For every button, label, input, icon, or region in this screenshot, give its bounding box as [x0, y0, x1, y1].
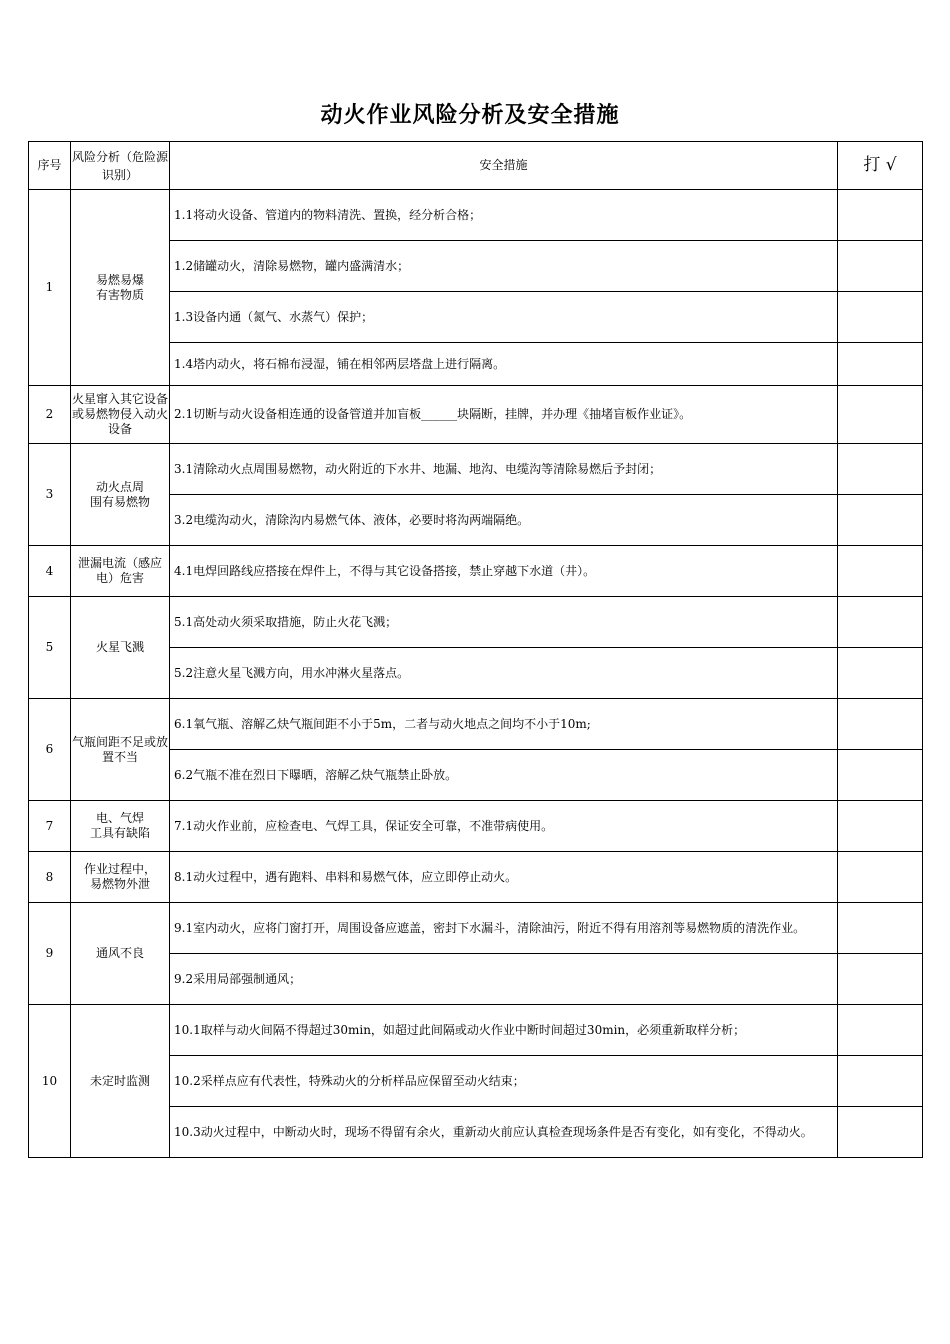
measure-cell: 2.1切断与动火设备相连通的设备管道并加盲板______块隔断，挂牌，并办理《抽堵盲板作业证》。 — [170, 386, 838, 444]
check-cell[interactable] — [838, 648, 923, 699]
table-row — [29, 386, 923, 444]
check-cell[interactable] — [838, 801, 923, 852]
check-cell[interactable] — [838, 1107, 923, 1158]
check-cell[interactable] — [838, 1005, 923, 1056]
hazard-cell: 易燃易爆 有害物质 — [71, 190, 170, 386]
check-cell[interactable] — [838, 1056, 923, 1107]
measure-cell: 6.2气瓶不准在烈日下曝晒，溶解乙炔气瓶禁止卧放。 — [170, 750, 838, 801]
row-number: 5 — [29, 597, 71, 699]
measure-cell: 3.2电缆沟动火，清除沟内易燃气体、液体，必要时将沟两端隔绝。 — [170, 495, 838, 546]
row-number: 7 — [29, 801, 71, 852]
measure-cell: 3.1清除动火点周围易燃物，动火附近的下水井、地漏、地沟、电缆沟等清除易燃后予封闭； — [170, 444, 838, 495]
measure-cell: 10.2采样点应有代表性，特殊动火的分析样品应保留至动火结束； — [170, 1056, 838, 1107]
check-cell[interactable] — [838, 750, 923, 801]
table-row — [29, 1005, 923, 1056]
row-number: 4 — [29, 546, 71, 597]
hazard-cell: 动火点周 围有易燃物 — [71, 444, 170, 546]
header-hazard: 风险分析（危险源识别） — [72, 149, 168, 182]
check-cell[interactable] — [838, 954, 923, 1005]
table-header-row — [29, 142, 923, 190]
measure-cell: 9.1室内动火，应将门窗打开，周围设备应遮盖，密封下水漏斗，清除油污，附近不得有用溶剂等易燃物质的清洗作业。 — [170, 903, 838, 954]
measure-cell: 1.1将动火设备、管道内的物料清洗、置换，经分析合格； — [170, 190, 838, 241]
header-measures: 安全措施 — [170, 142, 838, 190]
table-row — [29, 699, 923, 750]
check-cell[interactable] — [838, 386, 923, 444]
measure-cell: 8.1动火过程中，遇有跑料、串料和易燃气体，应立即停止动火。 — [170, 852, 838, 903]
table-row — [29, 801, 923, 852]
measure-cell: 4.1电焊回路线应搭接在焊件上，不得与其它设备搭接，禁止穿越下水道（井）。 — [170, 546, 838, 597]
header-no: 序号 — [29, 142, 71, 190]
check-cell[interactable] — [838, 699, 923, 750]
measure-cell: 7.1动火作业前，应检查电、气焊工具，保证安全可靠，不准带病使用。 — [170, 801, 838, 852]
table-row — [29, 597, 923, 648]
row-number: 6 — [29, 699, 71, 801]
hazard-cell: 泄漏电流（感应电）危害 — [71, 546, 170, 597]
risk-measures-table — [28, 141, 923, 1158]
table-row — [29, 546, 923, 597]
check-cell[interactable] — [838, 546, 923, 597]
measure-cell: 1.2储罐动火，清除易燃物，罐内盛满清水； — [170, 241, 838, 292]
header-check: 打 √ — [838, 142, 923, 190]
measure-cell: 6.1氧气瓶、溶解乙炔气瓶间距不小于5m，二者与动火地点之间均不小于10m; — [170, 699, 838, 750]
check-cell[interactable] — [838, 444, 923, 495]
check-cell[interactable] — [838, 292, 923, 343]
row-number: 8 — [29, 852, 71, 903]
hazard-cell: 电、气焊 工具有缺陷 — [71, 801, 170, 852]
measure-cell: 9.2采用局部强制通风； — [170, 954, 838, 1005]
check-cell[interactable] — [838, 852, 923, 903]
row-number: 1 — [29, 190, 71, 386]
measure-cell: 1.4塔内动火，将石棉布浸湿，铺在相邻两层塔盘上进行隔离。 — [170, 343, 838, 386]
check-cell[interactable] — [838, 597, 923, 648]
table-row — [29, 190, 923, 241]
table-row — [29, 903, 923, 954]
check-cell[interactable] — [838, 903, 923, 954]
check-cell[interactable] — [838, 495, 923, 546]
check-cell[interactable] — [838, 241, 923, 292]
measure-cell: 5.1高处动火须采取措施，防止火花飞溅； — [170, 597, 838, 648]
table-row — [29, 444, 923, 495]
hazard-cell: 气瓶间距不足或放置不当 — [71, 699, 170, 801]
check-cell[interactable] — [838, 190, 923, 241]
row-number: 10 — [29, 1005, 71, 1158]
hazard-cell: 作业过程中， 易燃物外泄 — [71, 852, 170, 903]
measure-cell: 1.3设备内通（氮气、水蒸气）保护； — [170, 292, 838, 343]
hazard-cell: 未定时监测 — [71, 1005, 170, 1158]
page-title: 动火作业风险分析及安全措施 — [320, 103, 620, 128]
row-number: 3 — [29, 444, 71, 546]
measure-cell: 10.1取样与动火间隔不得超过30min，如超过此间隔或动火作业中断时间超过30min，必须重新取样分析； — [170, 1005, 838, 1056]
row-number: 9 — [29, 903, 71, 1005]
measure-cell: 5.2注意火星飞溅方向，用水冲淋火星落点。 — [170, 648, 838, 699]
table-body — [29, 190, 923, 1158]
hazard-cell: 火星飞溅 — [71, 597, 170, 699]
row-number: 2 — [29, 386, 71, 444]
table-row — [29, 852, 923, 903]
hazard-cell: 火星窜入其它设备或易燃物侵入动火设备 — [71, 386, 170, 444]
check-cell[interactable] — [838, 343, 923, 386]
hazard-cell: 通风不良 — [71, 903, 170, 1005]
measure-cell: 10.3动火过程中，中断动火时，现场不得留有余火，重新动火前应认真检查现场条件是否有变化，如有变化，不得动火。 — [170, 1107, 838, 1158]
